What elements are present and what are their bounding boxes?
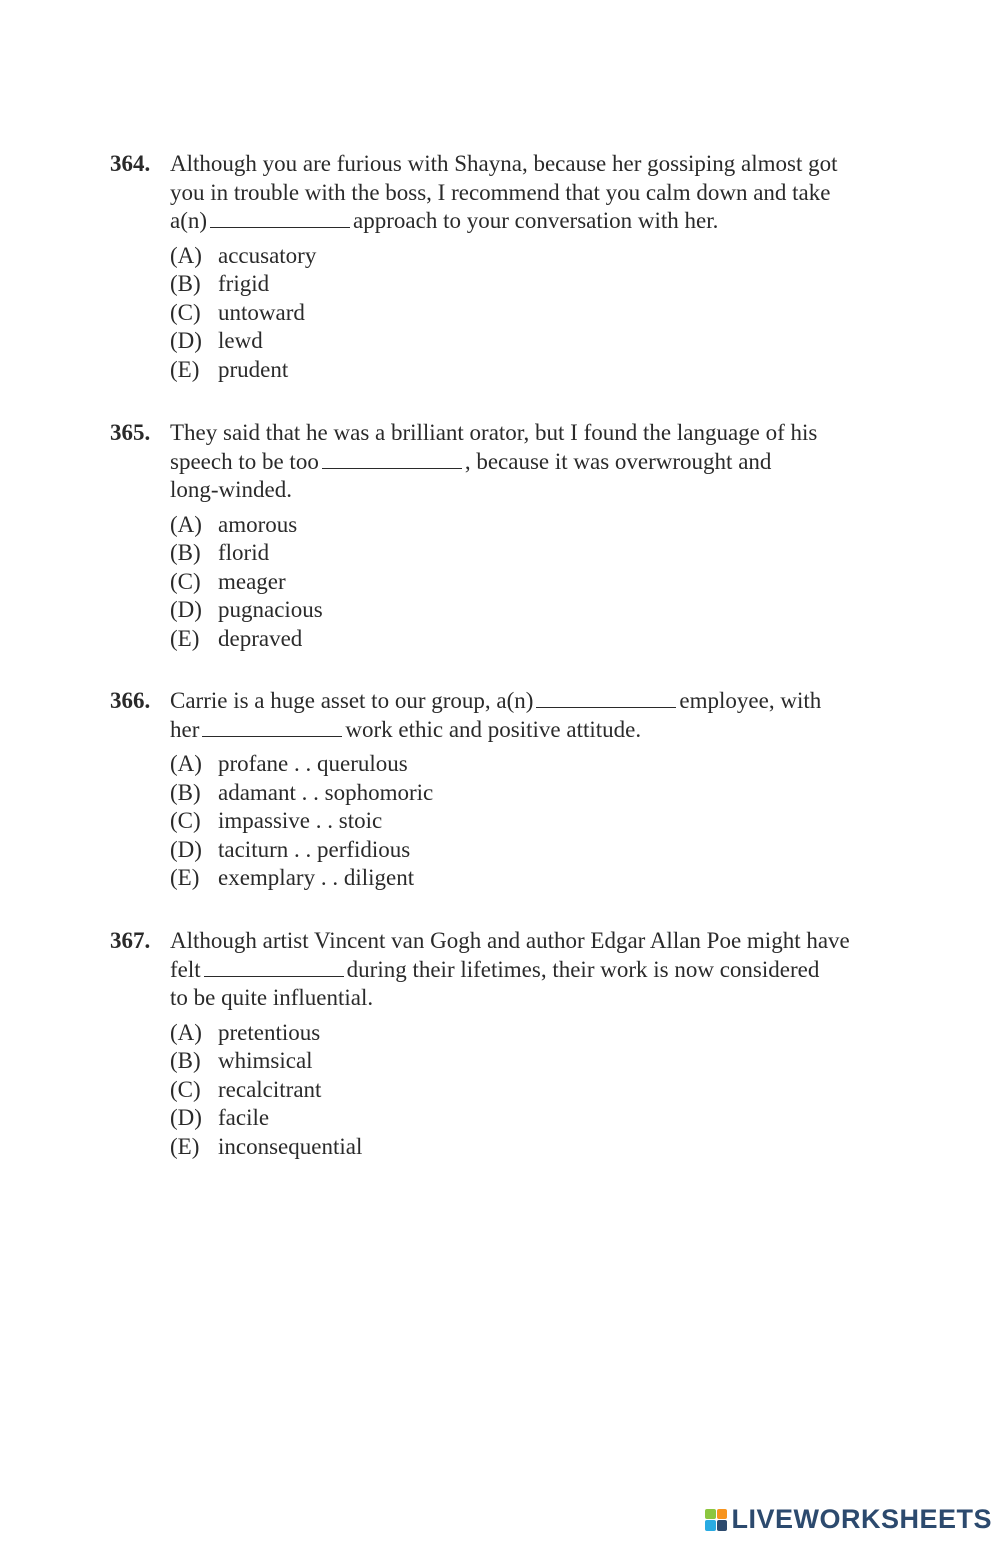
option-text: profane . . querulous	[218, 751, 408, 776]
option-text: frigid	[218, 271, 270, 296]
question-367	[110, 927, 910, 1177]
option-text: whimsical	[218, 1048, 313, 1073]
option-letter: (B)	[170, 779, 201, 805]
option-text: facile	[218, 1105, 270, 1130]
logo-square	[705, 1520, 716, 1531]
option-text: pugnacious	[218, 597, 323, 622]
option-letter: (A)	[170, 751, 202, 776]
answer-blank[interactable]	[322, 450, 462, 469]
option-letter: (B)	[170, 1048, 201, 1073]
answer-blank[interactable]	[202, 718, 342, 737]
option-c[interactable]	[170, 807, 910, 836]
stem-text: They said that he was a brilliant orator, but I found the language of his	[170, 420, 818, 445]
option-letter: (C)	[170, 568, 201, 594]
option-text: accusatory	[218, 242, 317, 268]
option-letter: (E)	[170, 865, 200, 890]
option-letter: (B)	[170, 271, 201, 296]
stem-text: a(n)	[170, 208, 208, 233]
option-text: amorous	[218, 511, 298, 537]
question-stem	[170, 419, 910, 505]
option-e[interactable]	[170, 625, 910, 654]
question-number: 366.	[110, 688, 151, 713]
option-text: florid	[218, 540, 270, 565]
option-letter: (C)	[170, 1076, 201, 1102]
option-text: impassive . . stoic	[218, 808, 383, 833]
stem-line	[170, 716, 910, 745]
option-letter: (C)	[170, 299, 201, 325]
stem-line	[170, 476, 910, 505]
liveworksheets-logo-icon	[705, 1509, 727, 1531]
question-364	[110, 150, 910, 400]
options-list	[170, 511, 910, 654]
stem-text: , because it was overwrought and	[464, 448, 772, 474]
option-e[interactable]	[170, 864, 910, 893]
stem-line	[170, 419, 910, 448]
options-list	[170, 242, 910, 385]
watermark-text: LIVEWORKSHEETS	[731, 1504, 992, 1534]
option-letter: (E)	[170, 1133, 200, 1159]
option-text: meager	[218, 568, 286, 594]
logo-square	[705, 1509, 716, 1520]
option-text: exemplary . . diligent	[218, 865, 415, 890]
logo-square	[717, 1520, 728, 1531]
stem-line	[170, 179, 910, 208]
option-d[interactable]	[170, 1104, 910, 1133]
option-b[interactable]	[170, 539, 910, 568]
option-letter: (B)	[170, 540, 201, 565]
answer-blank[interactable]	[210, 209, 350, 228]
option-d[interactable]	[170, 836, 910, 865]
stem-text: during their lifetimes, their work is now considered	[346, 956, 820, 982]
option-e[interactable]	[170, 356, 910, 385]
question-stem	[170, 687, 910, 744]
stem-text: Although artist Vincent van Gogh and author Edgar Allan Poe might have	[170, 928, 850, 953]
option-letter: (E)	[170, 356, 200, 382]
option-e[interactable]	[170, 1133, 910, 1162]
stem-line	[170, 448, 910, 477]
question-number: 367.	[110, 928, 151, 953]
option-letter: (A)	[170, 242, 202, 268]
option-letter: (D)	[170, 597, 202, 622]
option-letter: (D)	[170, 1105, 202, 1130]
question-366	[110, 687, 910, 909]
option-letter: (A)	[170, 511, 202, 537]
stem-text: approach to your conversation with her.	[353, 208, 719, 233]
option-b[interactable]	[170, 270, 910, 299]
option-a[interactable]	[170, 511, 910, 540]
stem-text: to be quite influential.	[170, 985, 374, 1010]
stem-text: work ethic and positive attitude.	[345, 716, 642, 742]
stem-line	[170, 984, 910, 1013]
stem-text: her	[170, 716, 200, 742]
logo-square	[717, 1509, 728, 1520]
stem-line	[170, 687, 910, 716]
stem-line	[170, 207, 910, 236]
option-letter: (D)	[170, 836, 202, 862]
liveworksheets-watermark	[705, 1504, 992, 1535]
question-stem	[170, 150, 910, 236]
stem-text: long-winded.	[170, 477, 293, 502]
stem-text: felt	[170, 956, 201, 982]
option-text: pretentious	[218, 1019, 321, 1045]
stem-text: you in trouble with the boss, I recommend that you calm down and take	[170, 179, 831, 205]
option-text: depraved	[218, 625, 303, 651]
option-letter: (D)	[170, 328, 202, 353]
options-list	[170, 750, 910, 893]
question-number: 364.	[110, 151, 151, 176]
option-letter: (C)	[170, 808, 201, 833]
option-c[interactable]	[170, 299, 910, 328]
stem-text: speech to be too	[170, 448, 319, 474]
option-a[interactable]	[170, 750, 910, 779]
option-text: recalcitrant	[218, 1076, 322, 1102]
option-b[interactable]	[170, 779, 910, 808]
option-text: lewd	[218, 328, 263, 353]
stem-text: Although you are furious with Shayna, because her gossiping almost got	[170, 151, 838, 176]
stem-line	[170, 956, 910, 985]
option-text: inconsequential	[218, 1133, 363, 1159]
option-letter: (E)	[170, 625, 200, 651]
option-b[interactable]	[170, 1047, 910, 1076]
answer-blank[interactable]	[536, 689, 676, 708]
option-letter: (A)	[170, 1019, 202, 1045]
question-stem	[170, 927, 910, 1013]
option-text: adamant . . sophomoric	[218, 779, 434, 805]
question-number: 365.	[110, 420, 151, 445]
option-d[interactable]	[170, 327, 910, 356]
stem-text: employee, with	[679, 688, 822, 713]
stem-text: Carrie is a huge asset to our group, a(n)	[170, 688, 534, 713]
option-a[interactable]	[170, 242, 910, 271]
option-c[interactable]	[170, 1076, 910, 1105]
option-c[interactable]	[170, 568, 910, 597]
options-list	[170, 1019, 910, 1162]
question-365	[110, 419, 910, 669]
option-d[interactable]	[170, 596, 910, 625]
option-a[interactable]	[170, 1019, 910, 1048]
option-text: prudent	[218, 356, 289, 382]
stem-line	[170, 150, 910, 179]
option-text: untoward	[218, 299, 305, 325]
answer-blank[interactable]	[204, 958, 344, 977]
option-text: taciturn . . perfidious	[218, 836, 411, 862]
stem-line	[170, 927, 910, 956]
